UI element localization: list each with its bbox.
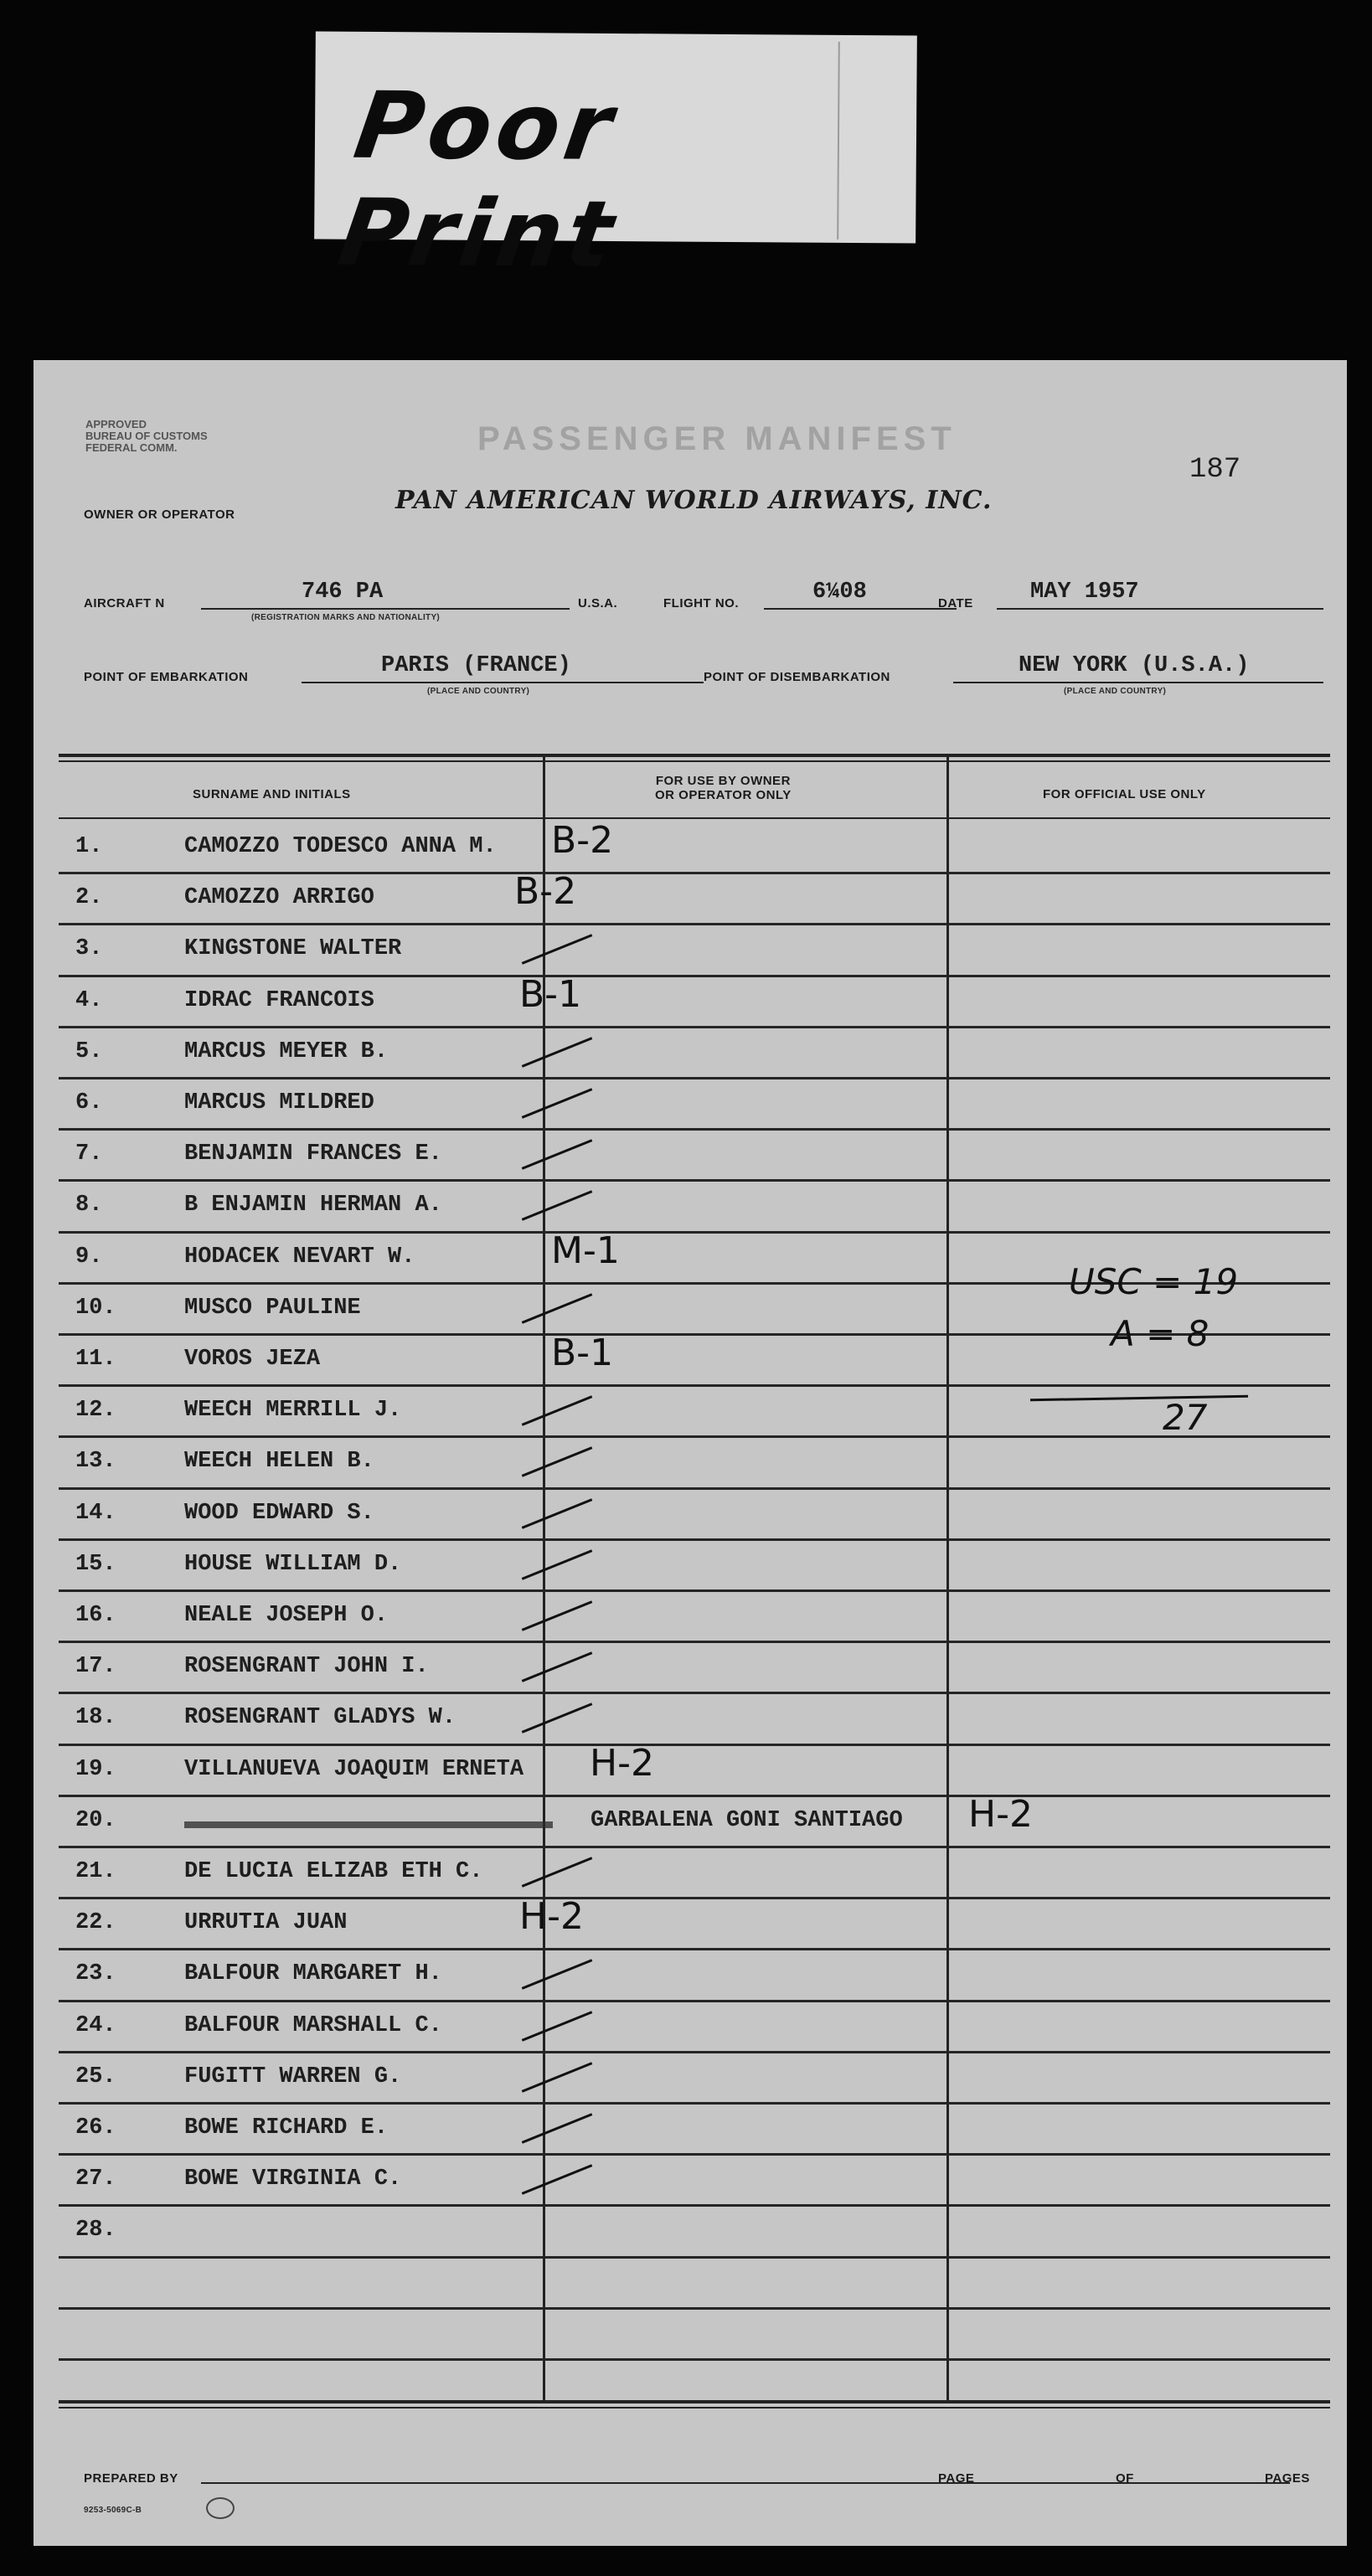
row-number: 8. <box>75 1193 103 1218</box>
row-separator <box>59 1846 1330 1848</box>
date-value: MAY 1957 <box>1030 580 1139 605</box>
date-label: DATE <box>938 596 973 611</box>
row-separator <box>59 1077 1330 1079</box>
row-number: 15. <box>75 1551 116 1577</box>
passenger-name: IDRAC FRANCOIS <box>184 987 374 1013</box>
disembarkation-caption: (PLACE AND COUNTRY) <box>1064 687 1167 696</box>
struck-out-entry <box>184 1821 553 1828</box>
check-mark-icon <box>522 2164 593 2194</box>
row-number: 9. <box>75 1244 103 1270</box>
row-number: 7. <box>75 1141 103 1167</box>
row-separator <box>59 1435 1330 1438</box>
passenger-name: URRUTIA JUAN <box>184 1910 348 1936</box>
usa-label: U.S.A. <box>578 596 618 611</box>
passenger-name: ROSENGRANT GLADYS W. <box>184 1705 456 1731</box>
check-mark-icon <box>522 1139 593 1169</box>
passenger-name: BALFOUR MARGARET H. <box>184 1961 442 1987</box>
airline-name: PAN AMERICAN WORLD AIRWAYS, INC. <box>395 486 993 515</box>
page-number: 187 <box>1189 454 1241 486</box>
row-number: 28. <box>75 2218 116 2244</box>
check-mark-icon <box>522 2062 593 2092</box>
aircraft-underline <box>201 608 570 610</box>
check-mark-icon <box>522 935 593 965</box>
row-separator <box>59 1744 1330 1746</box>
row-separator <box>59 923 1330 925</box>
row-separator <box>59 2307 1330 2310</box>
passenger-name: HODACEK NEVART W. <box>184 1244 415 1270</box>
table-bottom-border <box>59 2400 1330 2403</box>
header-row-line <box>59 817 1330 819</box>
row-number: 3. <box>75 936 103 962</box>
table-top-border <box>59 754 1330 757</box>
passenger-name: NEALE JOSEPH O. <box>184 1603 389 1628</box>
row-number: 5. <box>75 1038 103 1064</box>
row-separator <box>59 2051 1330 2053</box>
check-mark-icon <box>522 1498 593 1528</box>
row-number: 11. <box>75 1347 116 1372</box>
printer-logo-icon <box>206 2497 235 2519</box>
passenger-name: BENJAMIN FRANCES E. <box>184 1141 442 1167</box>
approved-stamp: APPROVED BUREAU OF CUSTOMS FEDERAL COMM. <box>85 418 208 454</box>
row-number: 6. <box>75 1090 103 1115</box>
check-mark-icon <box>522 1600 593 1631</box>
poor-print-handwriting: Poor Print <box>332 71 625 288</box>
passenger-name: DE LUCIA ELIZAB ETH C. <box>184 1859 483 1884</box>
flight-label: FLIGHT NO. <box>663 596 739 611</box>
check-mark-icon <box>522 1549 593 1579</box>
row-separator <box>59 1538 1330 1541</box>
row-number: 10. <box>75 1295 116 1321</box>
aircraft-value: 746 PA <box>302 580 384 605</box>
check-mark-icon <box>522 1703 593 1734</box>
manifest-title: PASSENGER MANIFEST <box>477 420 957 457</box>
embarkation-value: PARIS (FRANCE) <box>381 653 571 678</box>
passenger-name: B ENJAMIN HERMAN A. <box>184 1193 442 1218</box>
passenger-name: CAMOZZO TODESCO ANNA M. <box>184 834 497 859</box>
row-separator <box>59 1795 1330 1797</box>
row-number: 19. <box>75 1756 116 1782</box>
passenger-name: MARCUS MEYER B. <box>184 1038 389 1064</box>
row-separator <box>59 2204 1330 2207</box>
disembarkation-underline <box>953 682 1323 683</box>
passenger-name: VOROS JEZA <box>184 1347 321 1372</box>
row-separator <box>59 1231 1330 1234</box>
embarkation-underline <box>302 682 704 683</box>
row-separator <box>59 1948 1330 1950</box>
row-separator <box>59 2102 1330 2105</box>
row-number: 16. <box>75 1603 116 1628</box>
disembarkation-label: POINT OF DISEMBARKATION <box>704 670 890 684</box>
passenger-name: BOWE RICHARD E. <box>184 2115 389 2141</box>
row-number: 22. <box>75 1910 116 1936</box>
tally-a: A = 8 <box>1111 1313 1210 1354</box>
row-separator <box>59 2153 1330 2156</box>
prepared-by-label: PREPARED BY <box>84 2471 178 2486</box>
owner-use-mark: H-2 <box>519 1895 584 1939</box>
owner-use-mark: H-2 <box>590 1741 654 1785</box>
row-separator <box>59 2358 1330 2361</box>
row-separator <box>59 1692 1330 1694</box>
passenger-name: BOWE VIRGINIA C. <box>184 2166 402 2192</box>
owner-use-mark: M-1 <box>551 1229 620 1272</box>
passenger-name: GARBALENA GONI SANTIAGO <box>591 1807 903 1833</box>
check-mark-icon <box>522 1088 593 1118</box>
passenger-name: MARCUS MILDRED <box>184 1090 374 1115</box>
row-separator <box>59 2256 1330 2259</box>
tally-usc: USC = 19 <box>1069 1261 1239 1302</box>
row-number: 21. <box>75 1859 116 1884</box>
check-mark-icon <box>522 1447 593 1477</box>
embarkation-label: POINT OF EMBARKATION <box>84 670 249 684</box>
owner-use-mark: B-1 <box>551 1332 614 1374</box>
row-number: 1. <box>75 834 103 859</box>
date-underline <box>997 608 1323 610</box>
row-number: 12. <box>75 1398 116 1424</box>
manifest-sheet <box>34 360 1347 2546</box>
table-bottom-border-inner <box>59 2407 1330 2409</box>
check-mark-icon <box>522 1293 593 1323</box>
disembarkation-value: NEW YORK (U.S.A.) <box>1019 653 1250 678</box>
check-mark-icon <box>522 1395 593 1425</box>
row-separator <box>59 1384 1330 1387</box>
check-mark-icon <box>522 2113 593 2143</box>
row-number: 26. <box>75 2115 116 2141</box>
tally-total: 27 <box>1163 1397 1208 1438</box>
passenger-name: WOOD EDWARD S. <box>184 1500 374 1526</box>
row-separator <box>59 1897 1330 1899</box>
owner-label: OWNER OR OPERATOR <box>84 507 235 522</box>
row-separator <box>59 1641 1330 1643</box>
row-number: 27. <box>75 2166 116 2192</box>
check-mark-icon <box>522 1857 593 1887</box>
owner-use-mark: B-1 <box>519 972 582 1016</box>
passenger-name: WEECH HELEN B. <box>184 1449 374 1475</box>
col-header-owner-use: FOR USE BY OWNER OR OPERATOR ONLY <box>655 774 792 802</box>
flight-underline <box>764 608 957 610</box>
row-separator <box>59 872 1330 874</box>
row-separator <box>59 975 1330 977</box>
col-header-surname: SURNAME AND INITIALS <box>193 787 351 801</box>
passenger-name: MUSCO PAULINE <box>184 1295 361 1321</box>
row-separator <box>59 2000 1330 2002</box>
passenger-name: CAMOZZO ARRIGO <box>184 885 374 911</box>
check-mark-icon <box>522 2011 593 2041</box>
row-number: 17. <box>75 1654 116 1680</box>
passenger-name: BALFOUR MARSHALL C. <box>184 2012 442 2038</box>
page-label: PAGE <box>938 2471 975 2486</box>
passenger-name: KINGSTONE WALTER <box>184 936 402 962</box>
registration-caption: (REGISTRATION MARKS AND NATIONALITY) <box>251 613 441 622</box>
passenger-name: FUGITT WARREN G. <box>184 2063 402 2089</box>
row-number: 20. <box>75 1807 116 1833</box>
owner-use-mark: H-2 <box>968 1792 1033 1836</box>
form-number: 9253-5069C-B <box>84 2506 142 2515</box>
passenger-name: VILLANUEVA JOAQUIM ERNETA <box>184 1756 524 1782</box>
table-top-border-inner <box>59 760 1330 762</box>
check-mark-icon <box>522 1037 593 1067</box>
passenger-name: ROSENGRANT JOHN I. <box>184 1654 429 1680</box>
row-separator <box>59 1128 1330 1131</box>
owner-use-mark: B-2 <box>514 870 577 914</box>
row-number: 18. <box>75 1705 116 1731</box>
col-header-official-use: FOR OFFICIAL USE ONLY <box>1043 787 1206 801</box>
row-number: 4. <box>75 987 103 1013</box>
row-number: 14. <box>75 1500 116 1526</box>
embarkation-caption: (PLACE AND COUNTRY) <box>427 687 530 696</box>
passenger-name: HOUSE WILLIAM D. <box>184 1551 402 1577</box>
row-number: 13. <box>75 1449 116 1475</box>
check-mark-icon <box>522 1191 593 1221</box>
row-separator <box>59 1026 1330 1028</box>
flight-value: 6¼08 <box>812 580 867 605</box>
row-separator <box>59 1179 1330 1182</box>
pages-label: PAGES <box>1265 2471 1310 2486</box>
aircraft-label: AIRCRAFT N <box>84 596 165 611</box>
tally-rule <box>1030 1395 1248 1402</box>
check-mark-icon <box>522 1960 593 1990</box>
row-number: 24. <box>75 2012 116 2038</box>
row-number: 2. <box>75 885 103 911</box>
check-mark-icon <box>522 1651 593 1682</box>
row-number: 23. <box>75 1961 116 1987</box>
row-separator <box>59 1487 1330 1490</box>
owner-use-mark: B-2 <box>551 819 614 862</box>
row-separator <box>59 1589 1330 1592</box>
row-number: 25. <box>75 2063 116 2089</box>
of-label: OF <box>1116 2471 1134 2486</box>
poor-print-label <box>314 31 917 288</box>
passenger-name: WEECH MERRILL J. <box>184 1398 402 1424</box>
